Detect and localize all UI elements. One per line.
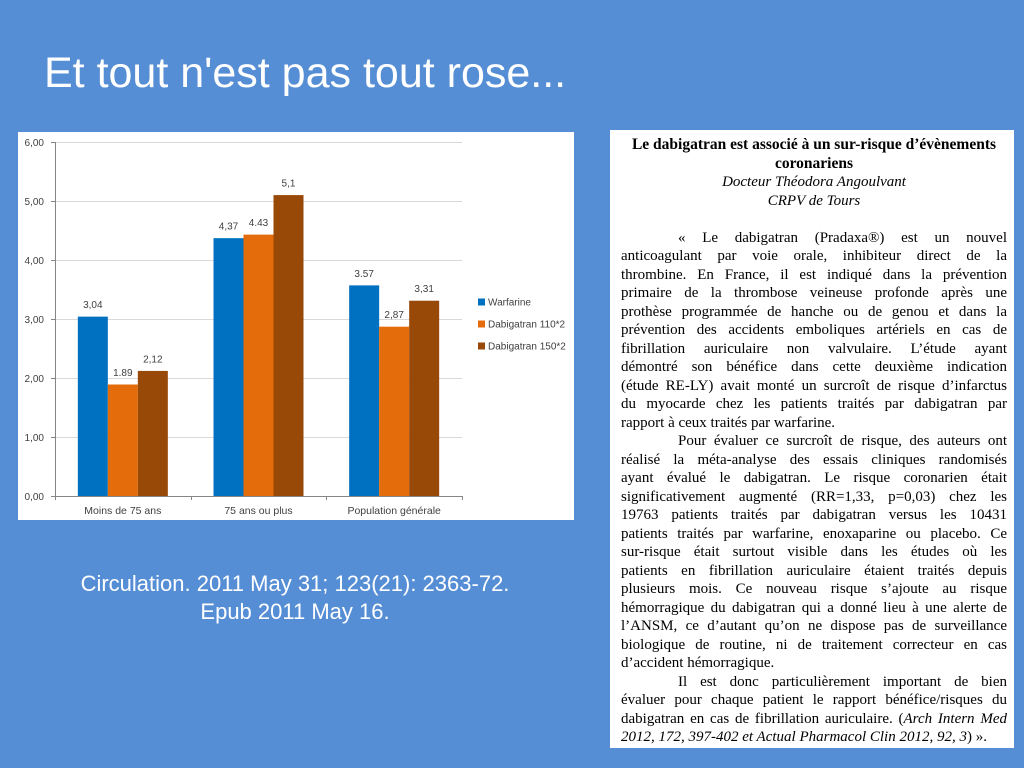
bar-dabigatran-150-2-2 xyxy=(274,195,304,496)
bar-dabigatran-110-2-2 xyxy=(244,235,274,496)
legend-swatch xyxy=(478,321,485,328)
article-line: patients en fibrillation auriculaire étaient traités depuis xyxy=(621,562,1007,579)
article-line: évaluer pour chaque patient le rapport bénéfice/risques du xyxy=(621,692,1007,708)
bar-warfarine-3 xyxy=(349,285,379,496)
y-tick-label: 0,00 xyxy=(24,492,44,503)
article-line: d’accident hémorragique. xyxy=(621,655,775,671)
article-line: l’ANSM, ce d’autant qu’on ne dispose pas de surveillance xyxy=(621,618,1007,634)
citation xyxy=(45,570,545,626)
article-line: rapport à ceux traités par warfarine. xyxy=(621,414,836,431)
article-line: réalisé la méta-analyse des essais cliniques randomisés xyxy=(621,451,1007,468)
citation-epub-line: Epub 2011 May 16. xyxy=(200,599,390,624)
data-label: 5,1 xyxy=(281,178,296,190)
data-label: 4.43 xyxy=(248,218,269,230)
chart-panel xyxy=(18,132,574,520)
data-label: 3.57 xyxy=(354,268,374,280)
bar-dabigatran-110-2-3 xyxy=(379,327,409,496)
article-line: fibrillation auriculaire non valvulaire. L’étude ayant xyxy=(621,340,1007,357)
article-line: anticoagulant par voie orale, inhibiteur direct de la xyxy=(621,248,1007,264)
article-line xyxy=(621,710,1007,729)
data-label: 4,37 xyxy=(218,221,239,233)
article-line: significativement augmenté (RR=1,33, p=0,03) chez les xyxy=(621,488,1007,505)
data-label: 2,87 xyxy=(384,310,404,322)
article-body xyxy=(621,229,1007,747)
y-tick-label: 1,00 xyxy=(24,433,44,444)
legend-swatch xyxy=(478,343,485,350)
blank-line xyxy=(621,210,1007,229)
data-label: 1.89 xyxy=(113,367,133,379)
article-line: hémorragique du dabigatran qui a donné lieu à une alerte de xyxy=(621,599,1007,616)
article-affiliation: CRPV de Tours xyxy=(767,192,861,209)
citation-line: Circulation. 2011 May 31; 123(21): 2363-72. xyxy=(80,571,510,596)
article-line: Pour évaluer ce surcroît de risque, des auteurs ont xyxy=(678,433,1007,449)
article-line: « Le dabigatran (Pradaxa®) est un nouvel xyxy=(678,229,1007,246)
article-line: prévention des accidents emboliques artériels en cas de xyxy=(621,322,1007,338)
x-category-label: Population générale xyxy=(347,505,441,517)
article-line: patients traités par warfarine, enoxaparine ou placebo. Ce xyxy=(621,525,1007,542)
bar-dabigatran-110-2-1 xyxy=(108,384,138,496)
article-line: biologique de routine, ni de traitement correcteur en cas xyxy=(621,636,1007,653)
x-category-label: Moins de 75 ans xyxy=(84,505,162,517)
article-line: thrombine. En France, il est indiqué dans la prévention xyxy=(621,266,1007,283)
legend-swatch xyxy=(478,299,485,306)
article-line: (étude RE-LY) avait monté un surcroît de risque d’infarctus xyxy=(621,377,1007,394)
article-line: plusieurs mois. Ce nouveau risque s’ajoute au risque xyxy=(621,581,1007,597)
data-label: 3,04 xyxy=(83,300,103,312)
article-line: démontré son bénéfice dans cette deuxième indication xyxy=(621,359,1007,375)
legend-label: Warfarine xyxy=(488,297,531,309)
article-title-line: Le dabigatran est associé à un sur-risque d’évènements xyxy=(631,136,997,153)
article-line: 19763 patients traités par dabigatran versus les 10431 xyxy=(621,507,1007,523)
article-line: Il est donc particulièrement important de bien xyxy=(678,673,1007,690)
y-tick-label: 6,00 xyxy=(24,138,44,149)
line-text: dabigatran en cas de fibrillation auriculaire. ( xyxy=(621,710,904,727)
reference-italic-text: Arch Intern Med xyxy=(903,710,1007,727)
article-line xyxy=(621,728,1007,747)
article-text xyxy=(621,136,1007,747)
bar-warfarine-2 xyxy=(214,238,244,496)
slide-title: Et tout n'est pas tout rose... xyxy=(44,49,567,97)
article-line: ayant évalué le dabigatran. Le risque coronarien était xyxy=(621,470,1007,486)
article-author: Docteur Théodora Angoulvant xyxy=(722,174,906,190)
y-tick-label: 4,00 xyxy=(24,256,44,267)
bar-dabigatran-150-2-3 xyxy=(409,301,439,496)
y-tick-label: 2,00 xyxy=(24,374,44,385)
article-line: primaire de la thrombose veineuse profonde après une xyxy=(621,285,1007,301)
line-text: ) ». xyxy=(966,729,987,745)
x-category-label: 75 ans ou plus xyxy=(224,505,293,517)
legend-label: Dabigatran 150*2 xyxy=(488,341,566,353)
article-line: sur-risque était surtout visible dans les études où les xyxy=(621,544,1007,560)
reference-italic-text: 2012, 172, 397-402 et Actual Pharmacol Clin 2012, 92, 3 xyxy=(621,729,967,745)
article-line: prothèse programmée de hanche ou de genou et dans la xyxy=(621,303,1007,320)
data-label: 3,31 xyxy=(414,284,434,296)
article-line: du myocarde chez les patients traités par dabigatran par xyxy=(621,396,1007,412)
y-tick-label: 3,00 xyxy=(24,315,44,326)
bar-warfarine-1 xyxy=(78,317,108,496)
bar-dabigatran-150-2-1 xyxy=(138,371,168,496)
legend-label: Dabigatran 110*2 xyxy=(488,319,566,331)
y-tick-label: 5,00 xyxy=(24,197,44,208)
article-title-line: coronariens xyxy=(774,154,854,172)
data-label: 2,12 xyxy=(143,354,163,366)
bar-chart xyxy=(18,132,574,520)
